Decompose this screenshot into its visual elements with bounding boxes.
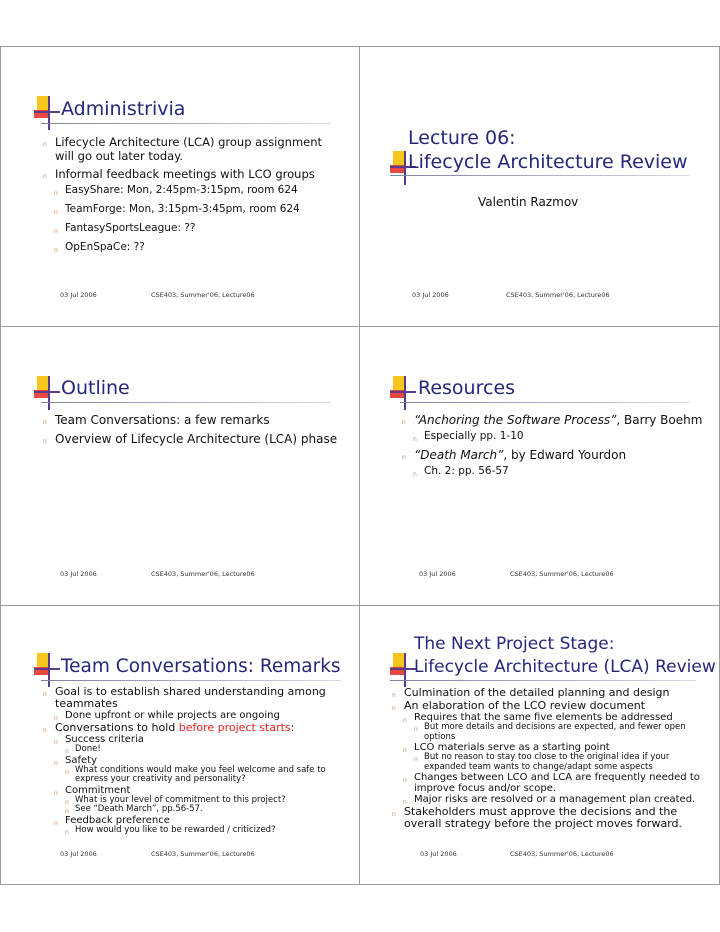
slide-team-conversations [1,606,359,883]
footer-date: 03 Jul 2006 [60,570,97,578]
footer-date: 03 Jul 2006 [420,850,457,858]
slide-body [390,686,712,830]
highlight-text: before project starts [178,721,291,734]
sub-sub-bullet: n How would you like to be rewarded / criticized? [41,826,347,836]
slide-body [41,685,347,835]
slide-outline [1,327,359,604]
title-rule [41,123,331,124]
slide-logo-icon [390,653,416,687]
footer-date: 03 Jul 2006 [60,291,97,299]
slide-body [400,411,716,478]
resource-author: , Barry Boehm [616,413,703,427]
slide-administrivia [1,47,359,324]
resource-author: , by Edward Yourdon [503,448,627,462]
slide-title: Outline [61,377,130,399]
slide-lecture-title [360,47,718,324]
slide-logo-icon [34,96,60,130]
sub-bullet: n Success criteria [41,734,347,745]
sub-sub-bullet: n Done! [41,745,347,755]
sub-sub-bullet: n What is your level of commitment to this project? [41,796,347,806]
footer-course: CSE403, Summer'06, Lecture06 [151,291,255,299]
title-rule [41,402,331,403]
slide-logo-icon [34,376,60,410]
sub-sub-bullet: n What conditions would make you feel welcome and safe to express your creativity and personality? [41,766,347,785]
sub-bullet: n Major risks are resolved or a management plan created. [390,794,712,805]
slide-logo-icon [390,376,416,410]
sub-bullet: n Ch. 2: pp. 56-57 [400,465,716,478]
bullet [41,722,347,734]
footer-date: 03 Jul 2006 [412,291,449,299]
title-rule [390,680,696,681]
bullet: n Overview of Lifecycle Architecture (LCA) phase [41,432,351,446]
slide-title: Team Conversations: Remarks [61,656,341,677]
footer-course: CSE403, Summer'06, Lecture06 [151,850,255,858]
slide-title-line-1: The Next Project Stage: [414,634,615,654]
sub-bullet: n Done upfront or while projects are ongoing [41,710,347,721]
sub-bullet: n Feedback preference [41,815,347,826]
bullet-text: Conversations to hold [55,721,179,734]
resource-title: “Anchoring the Software Process” [414,413,617,427]
slide-body [41,133,341,254]
footer-date: 03 Jul 2006 [419,570,456,578]
title-rule [400,402,690,403]
sub-bullet: n TeamForge: Mon, 3:15pm-3:45pm, room 624 [41,203,341,216]
author-name: Valentin Razmov [478,195,579,209]
bullet: n Stakeholders must approve the decisions and the overall strategy before the project moves forward. [390,806,712,830]
title-rule [41,680,341,681]
sub-bullet: n Commitment [41,785,347,796]
bullet: n Lifecycle Architecture (LCA) group assignment will go out later today. [41,135,341,163]
grid-horizontal-line-4 [0,884,720,885]
resource-item [400,448,716,462]
footer-course: CSE403, Summer'06, Lecture06 [510,570,614,578]
sub-bullet: n LCO materials serve as a starting point [390,742,712,753]
sub-bullet: n Safety [41,755,347,766]
bullet-text: : [290,721,295,734]
slide-logo-icon [34,653,60,687]
sub-bullet: n Changes between LCO and LCA are frequently needed to improve focus and/or scope. [390,772,712,794]
sub-sub-bullet: n But no reason to stay too close to the original idea if your expanded team wants to change/adapt some aspects [390,753,712,772]
slide-title-line-2: Lifecycle Architecture (LCA) Review [414,657,716,677]
sub-sub-bullet: n See “Death March”, pp.56-57. [41,805,347,815]
sub-bullet: n FantasySportsLeague: ?? [41,222,341,235]
bullet: n Team Conversations: a few remarks [41,413,351,427]
sub-bullet: n EasyShare: Mon, 2:45pm-3:15pm, room 624 [41,184,341,197]
sub-sub-bullet: n But more details and decisions are expected, and fewer open options [390,723,712,742]
sub-bullet: n Requires that the same five elements be addressed [390,712,712,723]
slide-title: Resources [418,377,516,399]
sub-bullet: n Especially pp. 1-10 [400,430,716,443]
footer-course: CSE403, Summer'06, Lecture06 [510,850,614,858]
slide-title: Administrivia [61,98,186,120]
resource-title: “Death March” [414,448,504,462]
bullet: n Culmination of the detailed planning and design [390,687,712,699]
slide-title-line-2: Lifecycle Architecture Review [408,151,688,173]
resource-item [400,413,716,427]
sub-bullet: n OpEnSpaCe: ?? [41,241,341,254]
footer-date: 03 Jul 2006 [60,850,97,858]
bullet: n An elaboration of the LCO review document [390,700,712,712]
slide-next-project-stage [360,606,718,883]
slide-body [41,411,351,446]
bullet: n Goal is to establish shared understanding among teammates [41,686,347,710]
footer-course: CSE403, Summer'06, Lecture06 [151,570,255,578]
slide-title-line-1: Lecture 06: [408,127,516,149]
title-rule [390,175,690,176]
slide-resources [360,327,718,604]
footer-course: CSE403, Summer'06, Lecture06 [506,291,610,299]
bullet: n Informal feedback meetings with LCO groups [41,167,341,181]
